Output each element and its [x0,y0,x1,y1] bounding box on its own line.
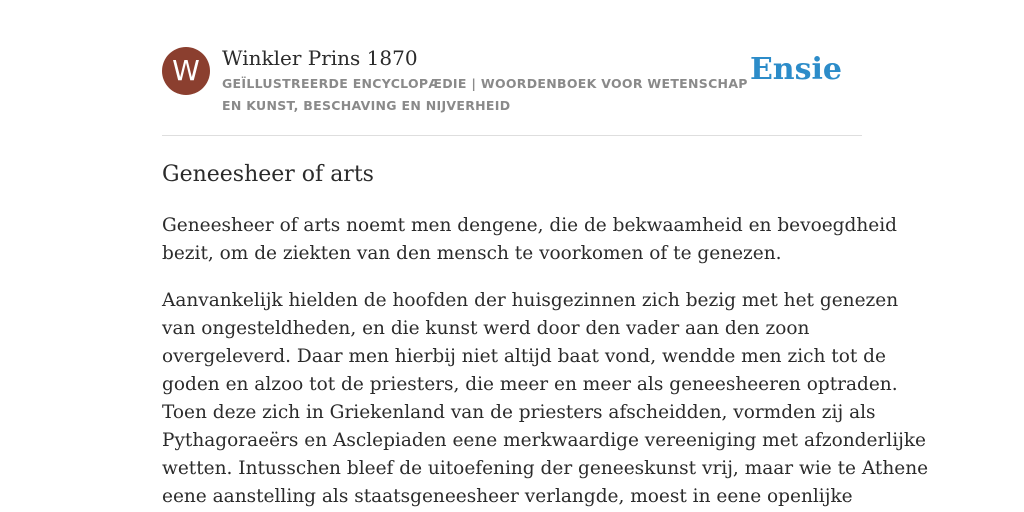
paragraph-line: Geneesheer of arts noemt men dengene, die de bekwaamheid en bevoegdheid [162,215,897,236]
paragraph-line: Pythagoraeërs en Asclepiaden eene merkwaardige vereeniging met afzonderlijke [162,430,927,451]
source-avatar[interactable]: W [162,47,210,95]
paragraph-line: Aanvankelijk hielden de hoofden der huisgezinnen zich bezig met het genezen [162,290,899,311]
paragraph-line: wetten. Intusschen bleef de uitoefening der geneeskunst vrij, maar wie te Athene [162,458,929,479]
source-title[interactable]: Winkler Prins 1870 [222,46,418,70]
ensie-logo[interactable]: Ensie [749,52,842,87]
entry-paragraph [162,287,929,511]
paragraph-line: overgeleverd. Daar men hierbij niet altijd baat vond, wendde men zich tot de [162,346,886,367]
paragraph-line: van ongesteldheden, en die kunst werd door den vader aan den zoon [162,318,810,339]
paragraph-line: eene aanstelling als staatsgeneesheer verlangde, moest in eene openlijke [162,486,853,507]
paragraph-line: bezit, om de ziekten van den mensch te voorkomen of te genezen. [162,243,782,264]
paragraph-line: goden en alzoo tot de priesters, die meer en meer als geneesheeren optraden. [162,374,898,395]
header-divider [162,135,862,136]
paragraph-line: Toen deze zich in Griekenland van de priesters afscheidden, vormden zij als [162,402,876,423]
entry-body [162,212,929,512]
source-header [162,45,862,135]
entry-paragraph [162,212,897,268]
source-subtitle: GEÏLLUSTREERDE ENCYCLOPÆDIE | WOORDENBOEK VOOR WETENSCHAP EN KUNST, BESCHAVING EN NIJVERHEID [222,76,748,113]
entry-title: Geneesheer of arts [162,162,374,187]
